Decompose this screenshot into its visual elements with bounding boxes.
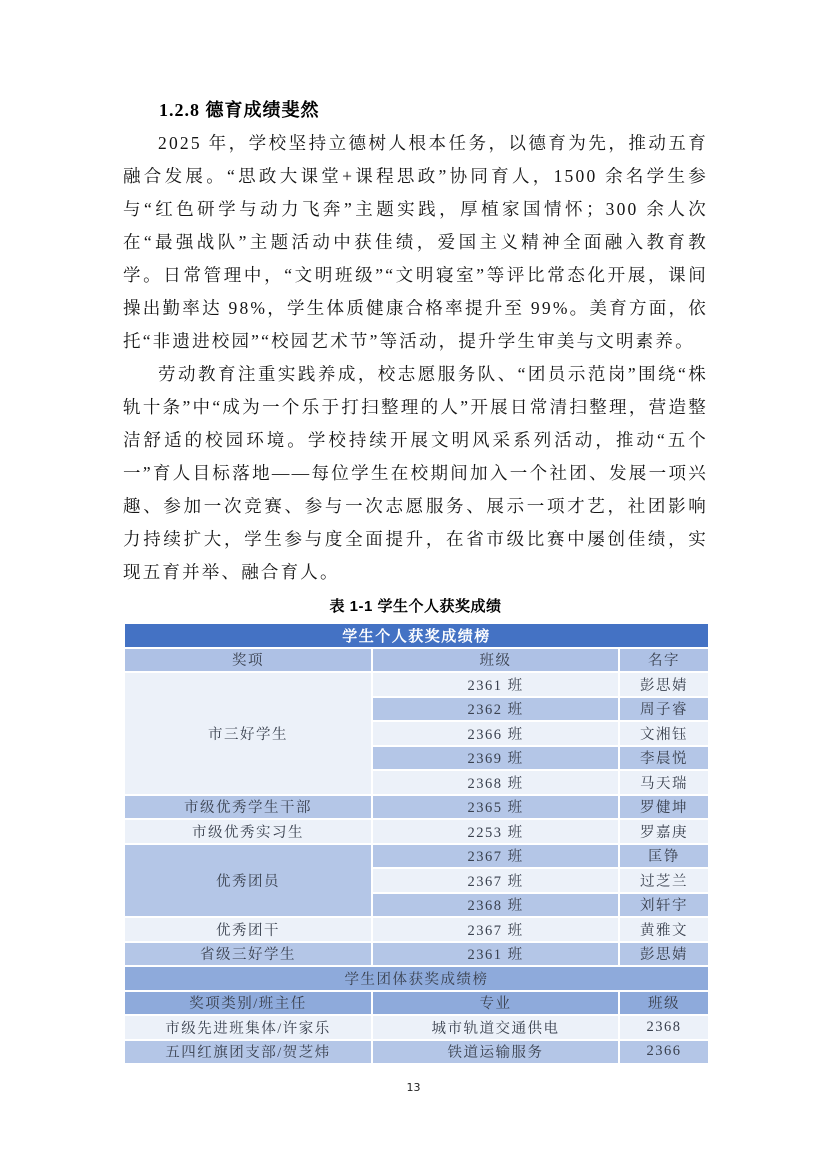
table-row [124,844,709,869]
group-section-banner: 学生团体获奖成绩榜 [124,966,709,991]
table-row [124,1015,709,1040]
table-cell-name: 罗健坤 [619,795,709,820]
page-content [123,94,708,1065]
table-row [124,672,709,697]
table-cell-class: 2368 班 [372,770,619,795]
table-row [124,917,709,942]
table-cell-class: 2365 班 [372,795,619,820]
table-cell-award: 优秀团员 [124,844,372,918]
table-cell-name: 黄雅文 [619,917,709,942]
table-row [124,1040,709,1065]
section-heading: 1.2.8 德育成绩斐然 [159,100,320,120]
table-row [124,966,709,991]
table-cell-award: 市级优秀学生干部 [124,795,372,820]
table-cell-class: 2362 班 [372,697,619,722]
column-header-class: 班级 [372,648,619,673]
table-cell-name: 周子睿 [619,697,709,722]
page-number: 13 [406,1081,421,1094]
table-cell-name: 李晨悦 [619,746,709,771]
table-cell-award: 市级先进班集体/许家乐 [124,1015,372,1040]
table-row [124,991,709,1016]
table-cell-name: 刘轩宇 [619,893,709,918]
table-cell-award: 优秀团干 [124,917,372,942]
table-cell-class: 2368 班 [372,893,619,918]
table-cell-class: 2367 班 [372,917,619,942]
table-cell-award: 市三好学生 [124,672,372,795]
table-cell-class: 2253 班 [372,819,619,844]
table-row [124,623,709,648]
column-header-award-type: 奖项类别/班主任 [124,991,372,1016]
table-row [124,942,709,967]
awards-table [123,622,710,1065]
table-cell-class: 2361 班 [372,942,619,967]
table-cell-class: 2368 [619,1015,709,1040]
table-cell-class: 2366 [619,1040,709,1065]
table-row [124,819,709,844]
table-cell-class: 2369 班 [372,746,619,771]
table-row [124,648,709,673]
table-cell-award: 省级三好学生 [124,942,372,967]
column-header-major: 专业 [372,991,619,1016]
column-header-class: 班级 [619,991,709,1016]
table-cell-class: 2367 班 [372,844,619,869]
column-header-name: 名字 [619,648,709,673]
table-caption: 表 1-1 学生个人获奖成绩 [329,598,502,615]
table-cell-award: 五四红旗团支部/贺芝炜 [124,1040,372,1065]
table-row [124,795,709,820]
table-cell-major: 城市轨道交通供电 [372,1015,619,1040]
body-paragraph-1: 2025 年，学校坚持立德树人根本任务，以德育为先，推动五育融合发展。“思政大课堂+课程思政”协同育人，1500 余名学生参与“红色研学与动力飞奔”主题实践，厚植家国情怀；300 余人次在“最强战队”主题活动中获佳绩，爱国主义精神全面融入教育教学。日常管理中，“文明班级”“文明寝室”等评比常态化开展，课间操出勤率达 98%，学生体质健康合格率提升至 99%。美育方面，依托“非遗进校园”“校园艺术节”等活动，提升学生审美与文明素养。 [123,133,708,351]
table-cell-name: 彭思婧 [619,672,709,697]
table-cell-name: 马天瑞 [619,770,709,795]
table-cell-name: 匡铮 [619,844,709,869]
table-cell-name: 文湘钰 [619,721,709,746]
column-header-award: 奖项 [124,648,372,673]
body-paragraph-2: 劳动教育注重实践养成，校志愿服务队、“团员示范岗”围绕“株轨十条”中“成为一个乐于打扫整理的人”开展日常清扫整理，营造整洁舒适的校园环境。学校持续开展文明风采系列活动，推动“五个一”育人目标落地——每位学生在校期间加入一个社团、发展一项兴趣、参加一次竞赛、参与一次志愿服务、展示一项才艺，社团影响力持续扩大，学生参与度全面提升，在省市级比赛中屡创佳绩，实现五育并举、融合育人。 [123,364,708,582]
table-cell-name: 过芝兰 [619,868,709,893]
table-cell-major: 铁道运输服务 [372,1040,619,1065]
table-cell-award: 市级优秀实习生 [124,819,372,844]
table-cell-name: 罗嘉庚 [619,819,709,844]
individual-section-banner: 学生个人获奖成绩榜 [124,623,709,648]
table-cell-class: 2361 班 [372,672,619,697]
table-cell-name: 彭思婧 [619,942,709,967]
table-cell-class: 2366 班 [372,721,619,746]
table-cell-class: 2367 班 [372,868,619,893]
